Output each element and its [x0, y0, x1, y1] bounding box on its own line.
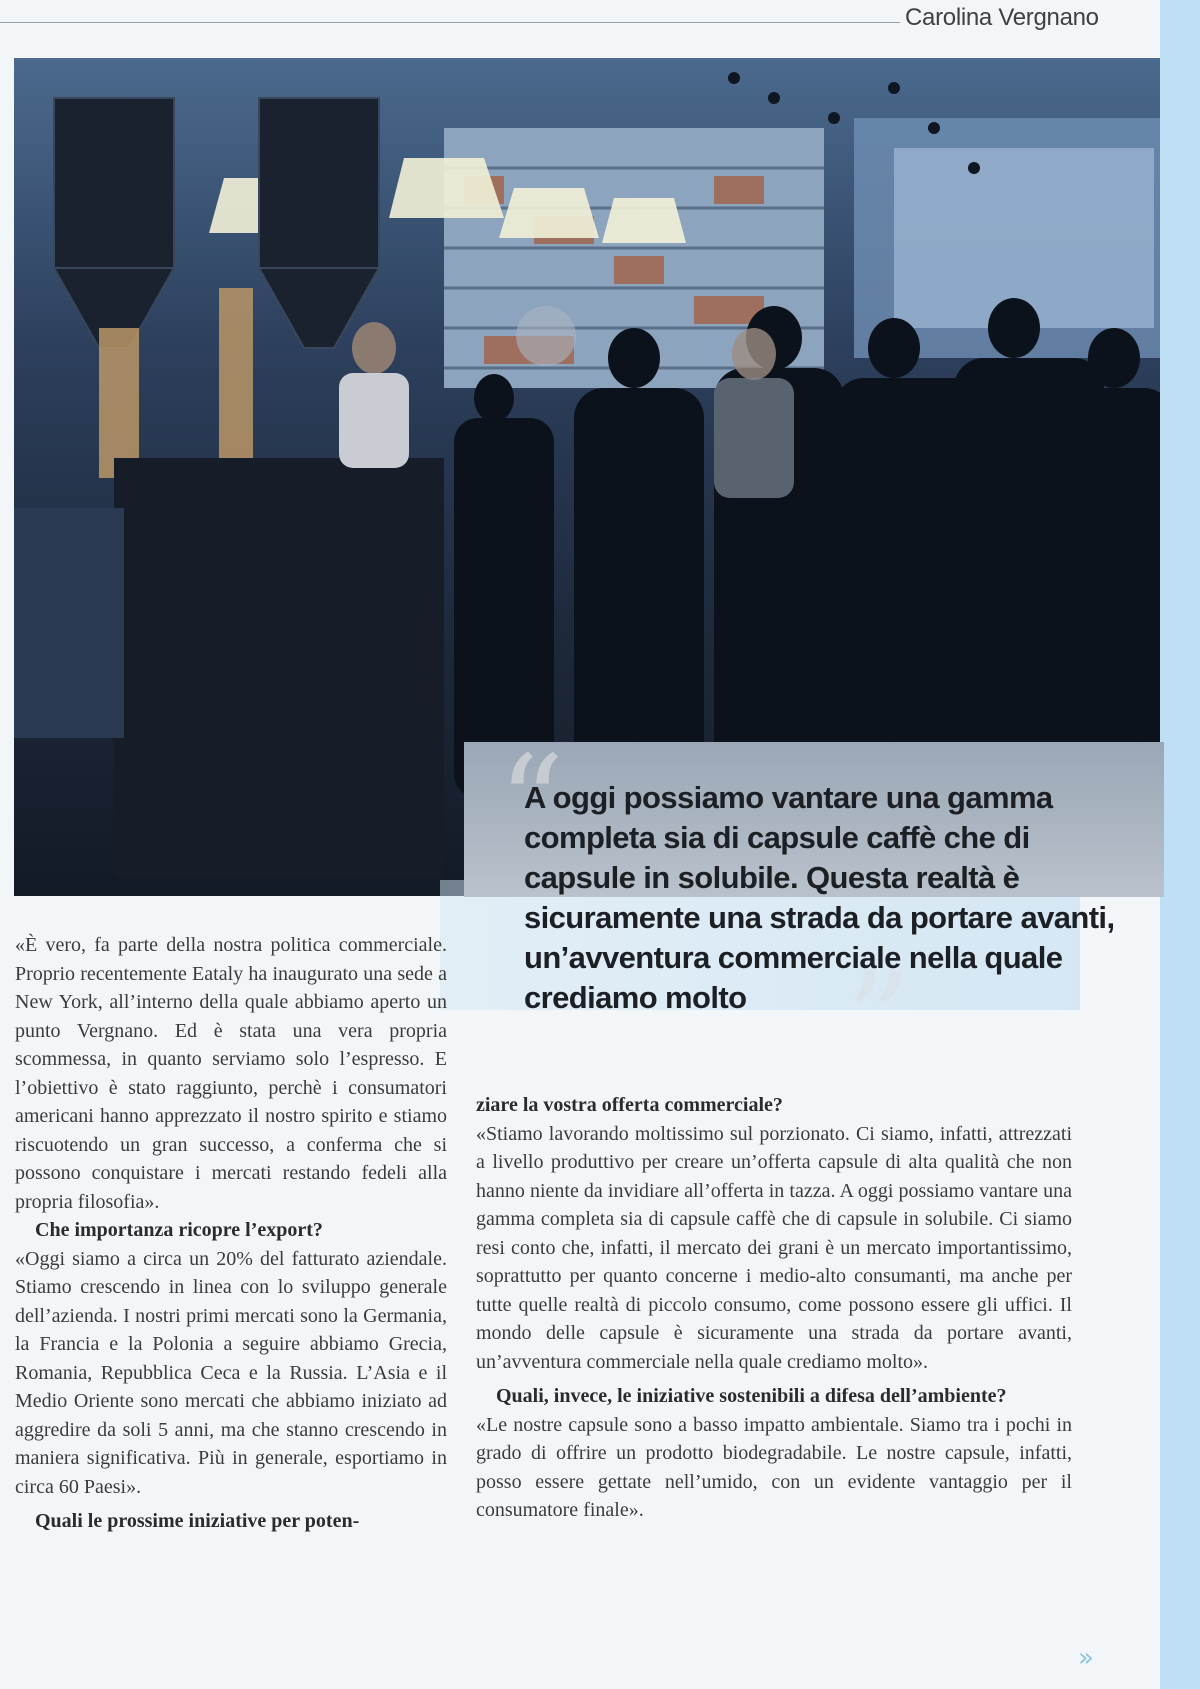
question-export: Che importanza ricopre l’export? [35, 1219, 323, 1241]
open-quote-icon: “ [498, 727, 565, 879]
close-quote-icon: ” [845, 944, 912, 1096]
pull-quote: A oggi possiamo vantare una gamma completa sia di capsule caffè che di capsule in solubile. Questa realtà è sicuramente una strada da portare avanti, un’avventura commerciale nella quale crediamo molto [524, 780, 1115, 1015]
paragraph-capsules: «Stiamo lavorando moltissimo sul porzionato. Ci siamo, infatti, attrezzati a livello produttivo per creare un’offerta capsule di alta qualità che non hanno niente da invidiare all’offerta in tazza. A oggi possiamo vantare una gamma completa sia di capsule caffè che di capsule in solubile. Ci siamo resi conto che, infatti, il mercato dei grani è un mercato importantissimo, soprattutto per quanto concerne i medio-alto consumanti, ma anche per tutte quelle realtà di piccolo consumo, come possono essere gli uffici. Il mondo delle capsule è sicuramente una strada da portare avanti, un’avventura commerciale nella quale crediamo molto». [476, 1122, 1072, 1373]
question-initiatives: Quali le prossime iniziative per poten- [35, 1510, 360, 1532]
page-edge-strip [1160, 0, 1200, 1689]
right-column [476, 1091, 1072, 1525]
continue-arrow-icon: » [1078, 1643, 1094, 1673]
paragraph-export: «Oggi siamo a circa un 20% del fatturato aziendale. Stiamo crescendo in linea con lo sviluppo generale dell’azienda. I nostri primi mercati sono la Germania, la Francia e la Polonia a seguire abbiamo Grecia, Romania, Repubblica Ceca e la Russia. L’Asia e il Medio Oriente sono mercati che abbiamo iniziato ad aggredire da soli 5 anni, ma che stanno crescendo in maniera significativa. Più in generale, esportiamo in circa 60 Paesi». [15, 1247, 447, 1498]
paragraph-eataly: «È vero, fa parte della nostra politica commerciale. Proprio recentemente Eataly ha inaugurato una sede a New York, all’interno della quale abbiamo aperto un punto Vergnano. Ed è stata una vera propria scommessa, in quanto serviamo solo l’espresso. E l’obiettivo è stato raggiunto, perchè i consumatori americani hanno apprezzato il nostro spirito e stiamo riscuotendo un gran successo, a conferma che si possono conquistare i mercati restando fedeli alla propria filosofia». [15, 934, 447, 1213]
question-sustainability: Quali, invece, le iniziative sostenibili a difesa dell’ambiente? [496, 1385, 1007, 1407]
author-name: Carolina Vergnano [905, 4, 1099, 31]
left-column [15, 931, 447, 1536]
question-initiatives-continued: ziare la vostra offerta commerciale? [476, 1094, 783, 1116]
header-rule [0, 22, 900, 23]
paragraph-sustainability: «Le nostre capsule sono a basso impatto ambientale. Siamo tra i pochi in grado di offrire un prodotto biodegradabile. Le nostre capsule, infatti, posso essere gettate nell’umido, con un evidente vantaggio per il consumatore finale». [476, 1413, 1072, 1521]
